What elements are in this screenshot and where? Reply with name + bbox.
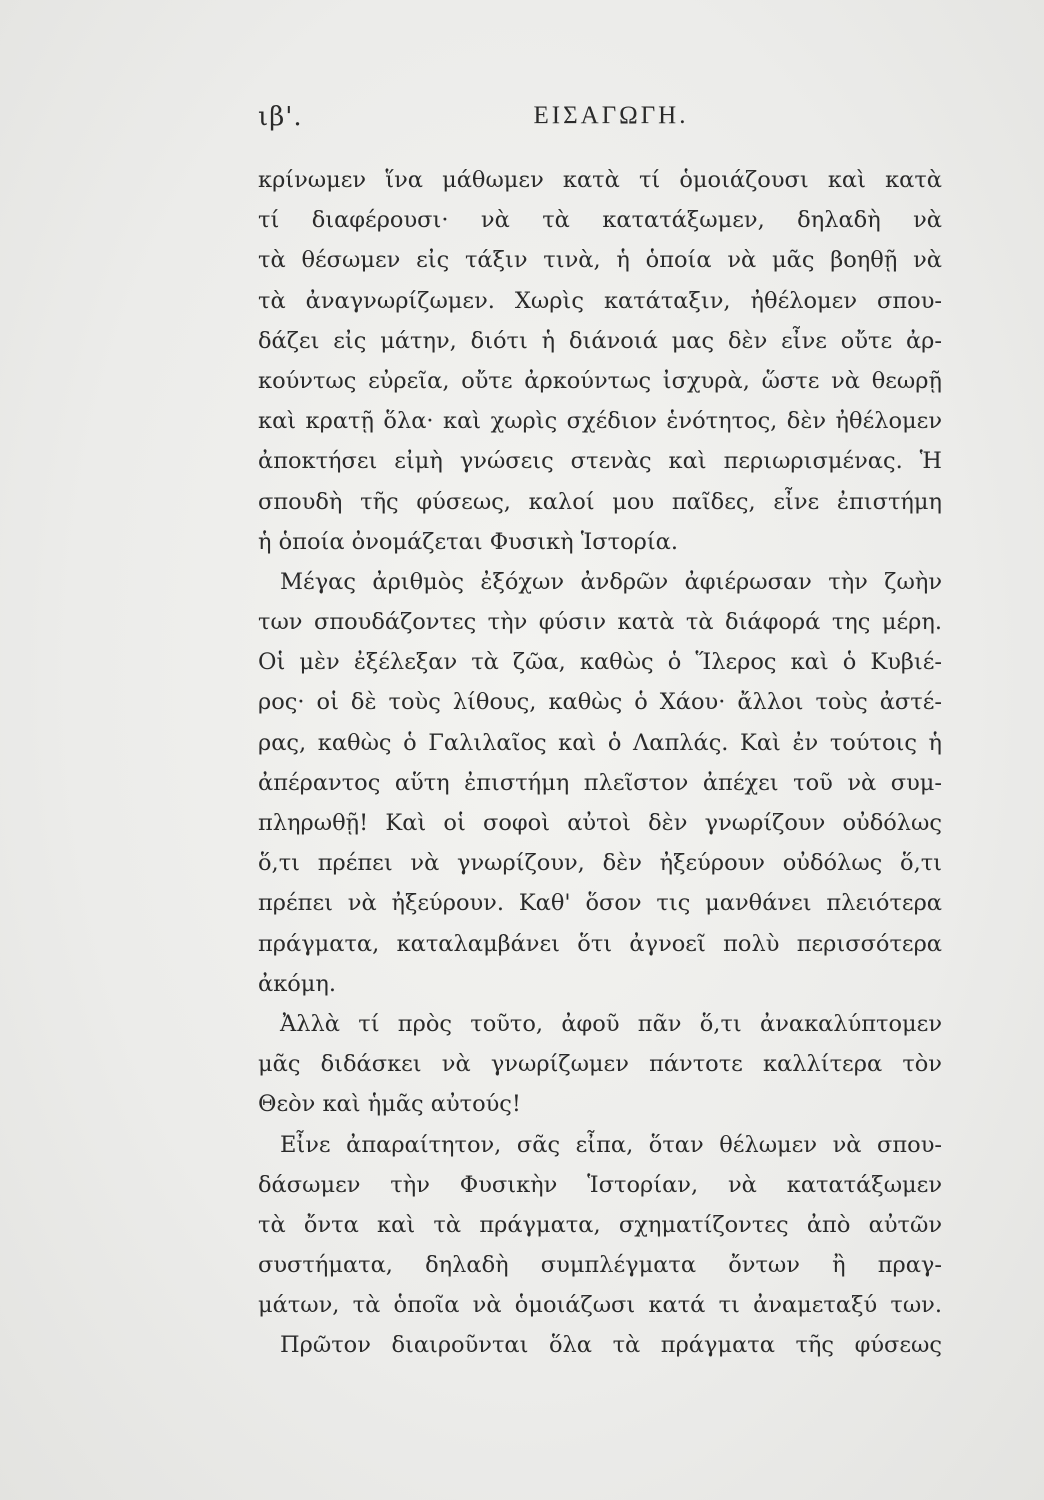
running-title: ΕΙΣΑΓΩΓΗ. [533,102,689,129]
text-line: κρίνωμεν ἵνα μάθωμεν κατὰ τί ὁμοιάζουσι καὶ κατὰ [258,167,942,193]
text-line: Ἀλλὰ τί πρὸς τοῦτο, ἀφοῦ πᾶν ὅ,τι ἀνακαλύπτομεν [280,1010,942,1037]
text-line: ρος· οἱ δὲ τοὺς λίθους, καθὼς ὁ Χάου· ἄλλοι τοὺς ἀστέ- [258,689,942,716]
text-line: Οἱ μὲν ἐξέλεξαν τὰ ζῶα, καθὼς ὁ Ἵλερος καὶ ὁ Κυβιέ- [258,649,942,676]
text-line: των σπουδάζοντες τὴν φύσιν κατὰ τὰ διάφορά της μέρη. [258,609,942,636]
page-number: ιβ'. [258,102,303,132]
text-line: τὰ ὄντα καὶ τὰ πράγματα, σχηματίζοντες ἀπὸ αὐτῶν [258,1211,942,1238]
text-line: ὅ,τι πρέπει νὰ γνωρίζουν, δὲν ἠξεύρουν οὐδόλως ὅ,τι [258,850,942,877]
text-line: συστήματα, δηλαδὴ συμπλέγματα ὄντων ἢ πραγ- [258,1252,942,1279]
text-line: τί διαφέρουσι· νὰ τὰ κατατάξωμεν, δηλαδὴ νὰ [258,207,942,234]
text-line: πληρωθῇ! Καὶ οἱ σοφοὶ αὐτοὶ δὲν γνωρίζουν οὐδόλως [258,810,942,836]
text-line: Εἶνε ἀπαραίτητον, σᾶς εἶπα, ὅταν θέλωμεν νὰ σπου- [280,1131,942,1158]
text-line: μάτων, τὰ ὁποῖα νὰ ὁμοιάζωσι κατά τι ἀναμεταξύ των. [258,1292,942,1319]
text-line: κούντως εὐρεῖα, οὔτε ἀρκούντως ἰσχυρὰ, ὥστε νὰ θεωρῇ [258,367,942,394]
page-header [258,102,944,142]
body-text [258,160,942,1366]
text-line: τὰ θέσωμεν εἰς τάξιν τινὰ, ἡ ὁποία νὰ μᾶς βοηθῇ νὰ [258,247,942,274]
text-line: ρας, καθὼς ὁ Γαλιλαῖος καὶ ὁ Λαπλάς. Καὶ ἐν τούτοις ἡ [258,729,942,756]
text-line: μᾶς διδάσκει νὰ γνωρίζωμεν πάντοτε καλλίτερα τὸν [258,1051,942,1078]
text-line: ἀπέραντος αὕτη ἐπιστήμη πλεῖστον ἀπέχει τοῦ νὰ συμ- [258,769,942,796]
text-line: ἡ ὁποία ὀνομάζεται Φυσικὴ Ἱστορία. [258,528,679,555]
text-line: πράγματα, καταλαμβάνει ὅτι ἀγνοεῖ πολὺ περισσότερα [258,930,942,957]
text-line: Θεὸν καὶ ἡμᾶς αὐτούς! [258,1091,521,1118]
text-line: δάσωμεν τὴν Φυσικὴν Ἱστορίαν, νὰ κατατάξωμεν [258,1171,942,1198]
text-line: Μέγας ἀριθμὸς ἐξόχων ἀνδρῶν ἀφιέρωσαν τὴν ζωὴν [280,568,942,595]
text-line: δάζει εἰς μάτην, διότι ἡ διάνοιά μας δὲν εἶνε οὔτε ἀρ- [258,327,942,354]
text-line: ἀκόμη. [258,970,337,997]
text-line: Πρῶτον διαιροῦνται ὅλα τὰ πράγματα τῆς φύσεως [280,1332,942,1359]
text-line: σπουδὴ τῆς φύσεως, καλοί μου παῖδες, εἶνε ἐπιστήμη [258,488,942,515]
text-line: ἀποκτήσει εἰμὴ γνώσεις στενὰς καὶ περιωρισμένας. Ἡ [258,448,942,475]
text-line: καὶ κρατῇ ὅλα· καὶ χωρὶς σχέδιον ἑνότητος, δὲν ἠθέλομεν [258,408,942,435]
text-line: πρέπει νὰ ἠξεύρουν. Καθ' ὅσον τις μανθάνει πλειότερα [258,890,942,917]
text-line: τὰ ἀναγνωρίζωμεν. Χωρὶς κατάταξιν, ἠθέλομεν σπου- [258,287,942,314]
